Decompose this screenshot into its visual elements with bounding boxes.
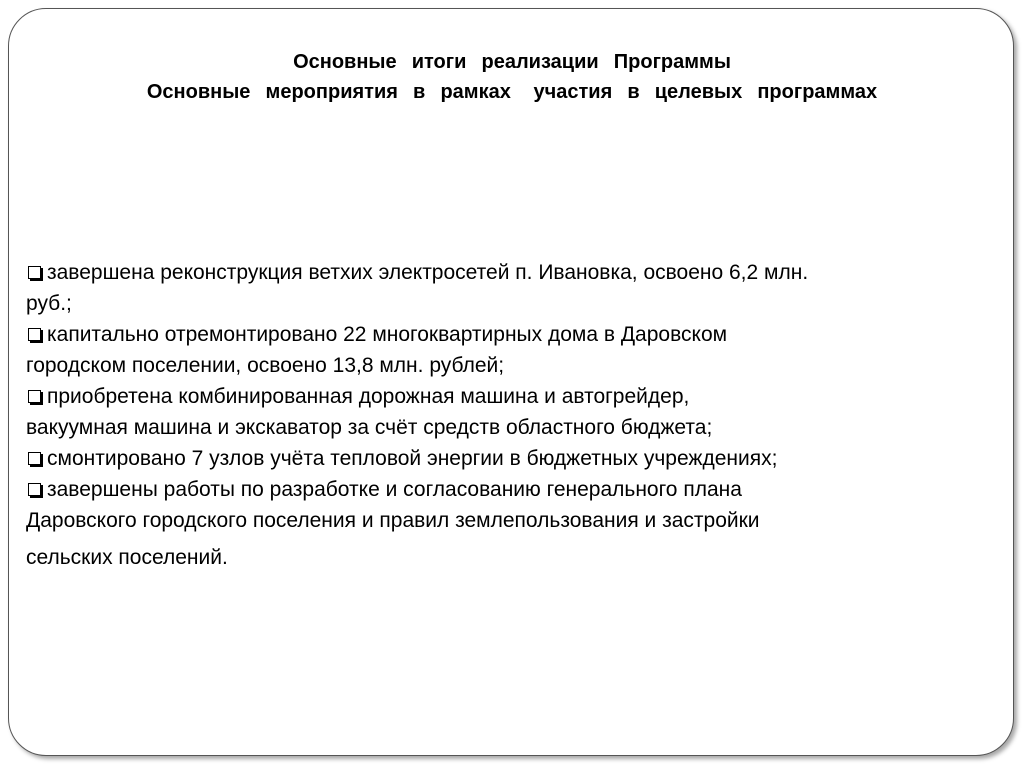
bullet-text: сельских поселений. bbox=[26, 546, 228, 569]
bullet-text: завершены работы по разработке и согласованию генерального плана bbox=[47, 478, 742, 501]
checkbox-icon bbox=[28, 390, 41, 403]
bullet-text: Даровского городского поселения и правил землепользования и застройки bbox=[26, 509, 760, 532]
page-title: Основные итоги реализации Программы bbox=[293, 51, 731, 73]
bullet-text: смонтировано 7 узлов учёта тепловой энергии в бюджетных учреждениях; bbox=[47, 447, 778, 470]
bullet-text: вакуумная машина и экскаватор за счёт средств областного бюджета; bbox=[26, 416, 713, 439]
checkbox-icon bbox=[28, 328, 41, 341]
checkbox-icon bbox=[28, 266, 41, 279]
checkbox-icon bbox=[28, 483, 41, 496]
bullet-text: руб.; bbox=[26, 292, 72, 315]
checkbox-icon bbox=[28, 452, 41, 465]
title-block bbox=[0, 47, 1024, 107]
bullet-item bbox=[26, 381, 1006, 443]
bullet-text: приобретена комбинированная дорожная машина и автогрейдер, bbox=[47, 385, 690, 408]
bullet-item bbox=[26, 257, 1006, 319]
bullet-text: городском поселении, освоено 13,8 млн. рублей; bbox=[26, 354, 505, 377]
bullet-text: завершена реконструкция ветхих электросетей п. Ивановка, освоено 6,2 млн. bbox=[47, 261, 809, 284]
bullet-item bbox=[26, 319, 1006, 381]
bullet-text: капитально отремонтировано 22 многоквартирных дома в Даровском bbox=[47, 323, 728, 346]
bullet-item bbox=[26, 443, 1006, 474]
bullet-item bbox=[26, 474, 1006, 573]
page-subtitle: Основные мероприятия в рамках участия в целевых программах bbox=[146, 81, 878, 103]
bullet-list bbox=[26, 257, 1006, 573]
